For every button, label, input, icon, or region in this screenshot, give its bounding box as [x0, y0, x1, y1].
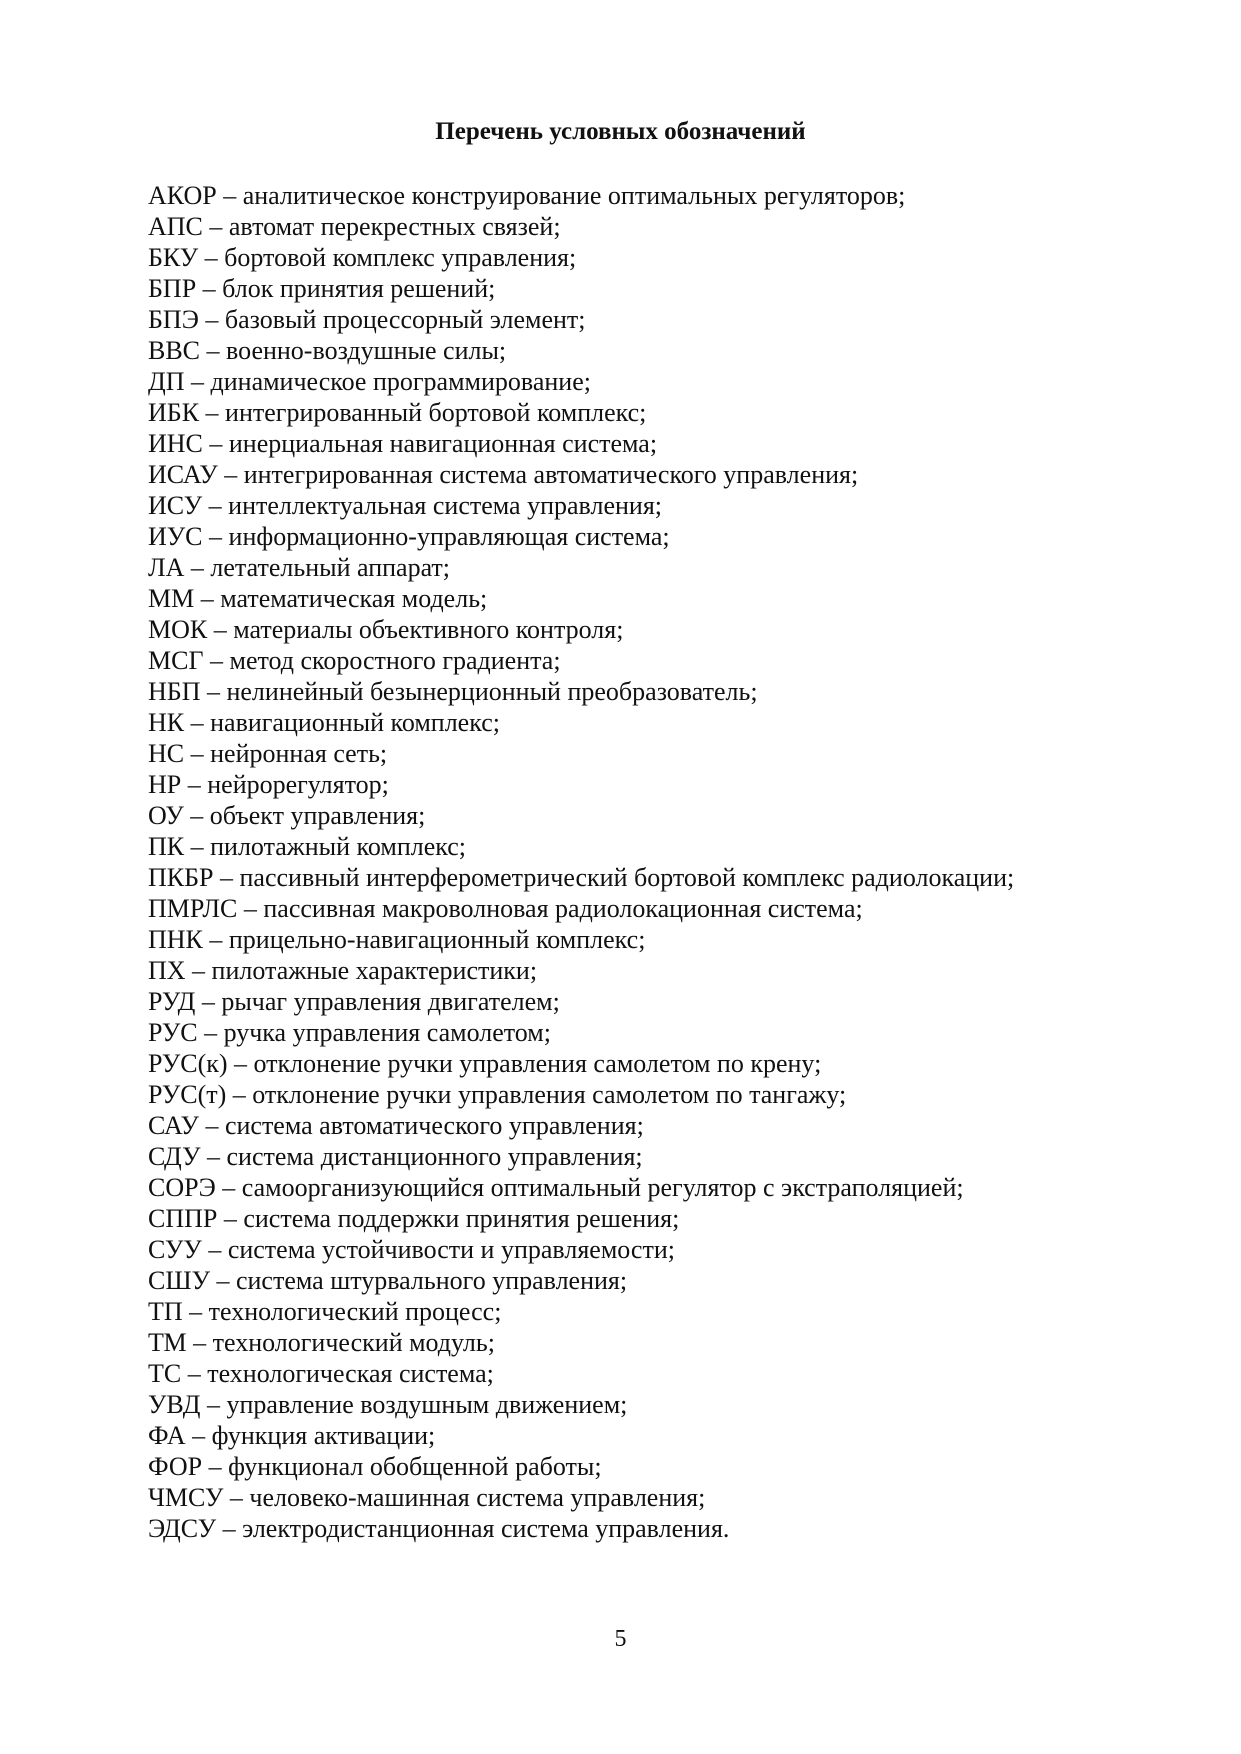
list-item: ИСУ – интеллектуальная система управления; — [148, 491, 663, 520]
list-item: ОУ – объект управления; — [148, 801, 426, 830]
list-item: ДП – динамическое программирование; — [148, 367, 591, 396]
list-item: ИБК – интегрированный бортовой комплекс; — [148, 398, 647, 427]
list-item: СУУ – система устойчивости и управляемости; — [148, 1235, 675, 1264]
list-item: ТМ – технологический модуль; — [148, 1328, 495, 1357]
list-item: АКОР – аналитическое конструирование оптимальных регуляторов; — [148, 181, 906, 210]
list-item: СШУ – система штурвального управления; — [148, 1266, 628, 1295]
list-item: РУС(к) – отклонение ручки управления самолетом по крену; — [148, 1049, 822, 1078]
list-item: ИНС – инерциальная навигационная система; — [148, 429, 658, 458]
list-item: БКУ – бортовой комплекс управления; — [148, 243, 577, 272]
list-item: ФОР – функционал обобщенной работы; — [148, 1452, 602, 1481]
list-item: СППР – система поддержки принятия решения; — [148, 1204, 680, 1233]
list-item: БПР – блок принятия решений; — [148, 274, 496, 303]
page-title: Перечень условных обозначений — [435, 118, 806, 145]
list-item: ПМРЛС – пассивная макроволновая радиолокационная система; — [148, 894, 863, 923]
list-item: СДУ – система дистанционного управления; — [148, 1142, 643, 1171]
list-item: ЧМСУ – человеко-машинная система управления; — [148, 1483, 706, 1512]
list-item: ТС – технологическая система; — [148, 1359, 494, 1388]
list-item: СОРЭ – самоорганизующийся оптимальный регулятор с экстраполяцией; — [148, 1173, 964, 1202]
list-item: ПК – пилотажный комплекс; — [148, 832, 467, 861]
list-item: ТП – технологический процесс; — [148, 1297, 502, 1326]
list-item: МСГ – метод скоростного градиента; — [148, 646, 561, 675]
list-item: НБП – нелинейный безынерционный преобразователь; — [148, 677, 758, 706]
list-item: БПЭ – базовый процессорный элемент; — [148, 305, 586, 334]
list-item: АПС – автомат перекрестных связей; — [148, 212, 561, 241]
list-item: ИУС – информационно-управляющая система; — [148, 522, 670, 551]
list-item: НК – навигационный комплекс; — [148, 708, 500, 737]
list-item: ПКБР – пассивный интерферометрический бортовой комплекс радиолокации; — [148, 863, 1015, 892]
list-item: САУ – система автоматического управления; — [148, 1111, 644, 1140]
abbreviation-list — [148, 180, 1014, 1544]
list-item: ЛА – летательный аппарат; — [148, 553, 451, 582]
page-number: 5 — [614, 1626, 627, 1652]
list-item: РУС – ручка управления самолетом; — [148, 1018, 551, 1047]
list-item: ПНК – прицельно-навигационный комплекс; — [148, 925, 646, 954]
list-item: ИСАУ – интегрированная система автоматического управления; — [148, 460, 859, 489]
list-item: ФА – функция активации; — [148, 1421, 436, 1450]
list-item: ММ – математическая модель; — [148, 584, 488, 613]
list-item: НС – нейронная сеть; — [148, 739, 388, 768]
list-item: РУД – рычаг управления двигателем; — [148, 987, 560, 1016]
list-item: МОК – материалы объективного контроля; — [148, 615, 624, 644]
list-item: ВВС – военно-воздушные силы; — [148, 336, 507, 365]
list-item: ЭДСУ – электродистанционная система управления. — [148, 1514, 730, 1543]
list-item: ПХ – пилотажные характеристики; — [148, 956, 538, 985]
list-item: РУС(т) – отклонение ручки управления самолетом по тангажу; — [148, 1080, 847, 1109]
list-item: УВД – управление воздушным движением; — [148, 1390, 628, 1419]
list-item: НР – нейрорегулятор; — [148, 770, 389, 799]
